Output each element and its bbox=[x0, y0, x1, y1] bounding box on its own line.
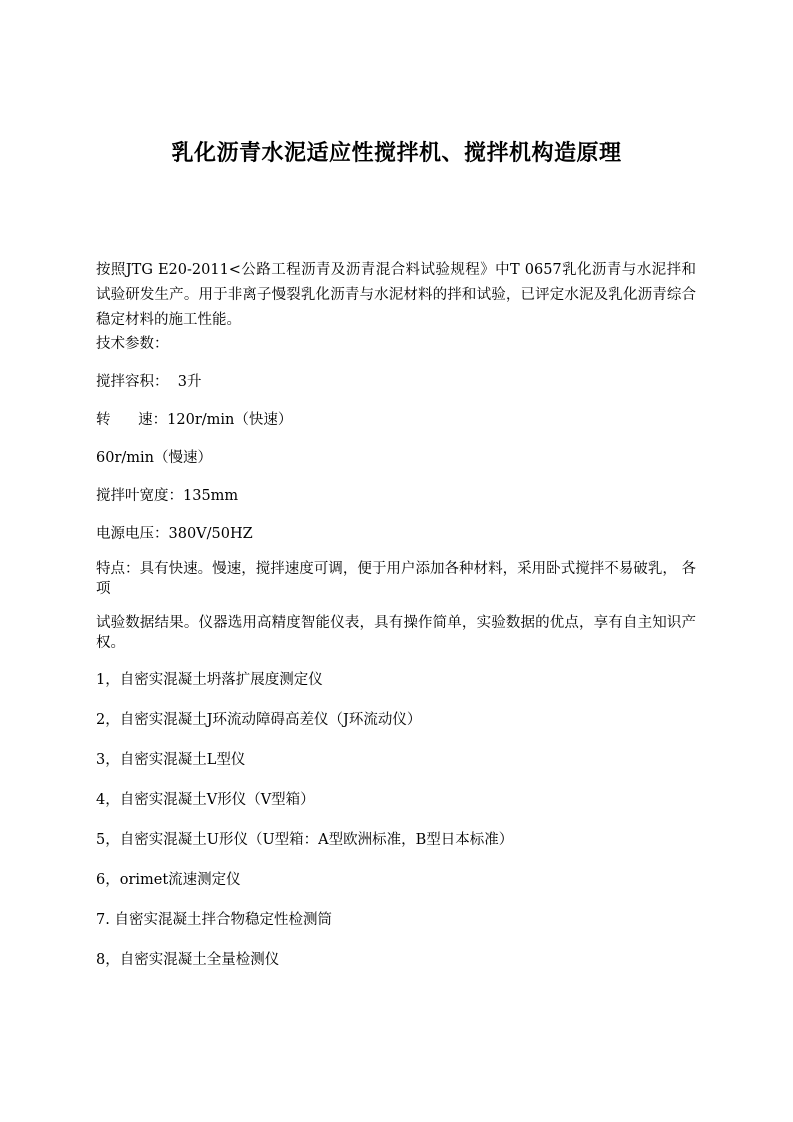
features-paragraph: 特点：具有快速。慢速，搅拌速度可调，便于用户添加各种材料，采用卧式搅拌不易破乳， 各项 bbox=[96, 561, 696, 597]
list-item: 4，自密实混凝土V形仪（V型箱） bbox=[96, 792, 315, 808]
intro-paragraph: 按照JTG E20-2011<公路工程沥青及沥青混合料试验规程》中T 0657乳化沥青与水泥拌和试验研发生产。用于非离子慢裂乳化沥青与水泥材料的拌和试验，已评定水泥及乳化沥青综合稳定材料的施工性能。 bbox=[96, 262, 696, 328]
list-item: 6，orimet流速测定仪 bbox=[96, 872, 241, 888]
spec-capacity: 搅拌容积： 3升 bbox=[96, 374, 202, 390]
list-item: 3，自密实混凝土L型仪 bbox=[96, 752, 246, 768]
specs-heading: 技术参数： bbox=[96, 336, 169, 352]
list-item: 7. 自密实混凝土拌合物稳定性检测筒 bbox=[96, 912, 332, 928]
spec-speed-slow: 60r/min（慢速） bbox=[96, 450, 212, 466]
list-item: 8，自密实混凝土全量检测仪 bbox=[96, 952, 280, 968]
spec-blade-width: 搅拌叶宽度：135mm bbox=[96, 488, 239, 504]
list-item: 2，自密实混凝土J环流动障碍高差仪（J环流动仪） bbox=[96, 712, 422, 728]
product-list bbox=[96, 669, 696, 971]
document-title: 乳化沥青水泥适应性搅拌机、搅拌机构造原理 bbox=[171, 141, 622, 166]
spec-speed-fast: 转 速：120r/min（快速） bbox=[96, 412, 293, 428]
document-body bbox=[96, 258, 696, 971]
results-paragraph: 试验数据结果。仪器选用高精度智能仪表，具有操作简单，实验数据的优点，享有自主知识产权。 bbox=[96, 615, 696, 651]
list-item: 5，自密实混凝土U形仪（U型箱：A型欧洲标准，B型日本标准） bbox=[96, 832, 514, 848]
spec-power-voltage: 电源电压：380V/50HZ bbox=[96, 526, 253, 542]
list-item: 1，自密实混凝土坍落扩展度测定仪 bbox=[96, 672, 323, 688]
